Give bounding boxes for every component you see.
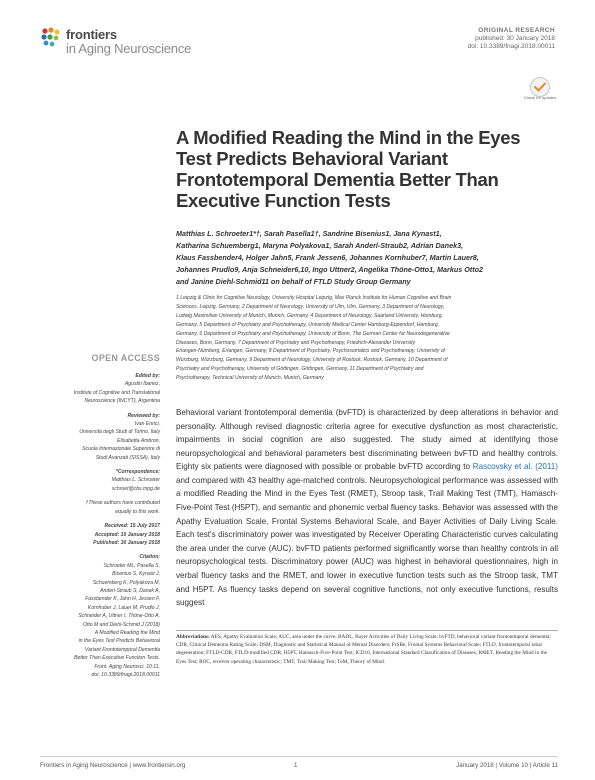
citation-line: Otto M and Diehl-Schmid J (2018) [82,621,160,628]
abstract-text: and compared with 43 healthy age-matched controls. Neuropsychological performance was assessed with a modified Reading the Mind in the Eyes Test (RMET), Stroop task, Trail Making Test (TMT), Hamasch-Five-Point Test (H5PT), and semantic and phonemic verbal fluency tasks. Behavior was assessed with the Apathy Evaluation Scale, Frontal Systems Behavioral Scale, and Bayer Activities of Daily Living Scale. Each test's discriminatory power was investigated by Receiver Operating Characteristic curves calculating the area under the curve (AUC). bvFTD patients performed significantly worse than healthy controls in all neuropsychological tests. Discriminatory power (AUC) was highest in behavioral questionnaires, high in verbal fluency tasks and the RMET, and lower in executive function tests such as the Stroop task, TMT and H5PT. As fluency tasks depend on several cognitive functions, not only executive functions, results suggest [176,475,558,608]
page-number: 1 [294,762,298,769]
frontiers-logo-icon [40,26,62,50]
published-date-sidebar: Published: 30 January 2018 [93,539,160,546]
footnote-text: AES, Apathy Evaluation Scale; AUC, area under the curve; BADL, Bayer Activities of Daily Living Scale; bvFTD, behavioral variant frontotemporal dementia; CDR, Clinical Dementia Rating Scale; DSM, Diagnostic and Statistical Manual of Mental Disorders; FrSBe, Frontal Systems Behavioral Scale; FTLD, frontotemporal lobar degeneration; FTLD-CDR, FTLD-modified CDR; H5PT, Hamasch-Five-Point Test; ICD10, International Standard Classification of Diseases; RMET, Reading the Mind in the Eyes Test; ROC, receiver operating characteristic; TMT, Trail Making Test; ToM, Theory of Mind. [176,634,551,665]
author-line: Katharina Schuemberg1, Maryna Polyakova1, Sarah Anderl-Straub2, Adrian Danek3, [176,241,464,251]
check-for-updates-icon[interactable] [527,76,553,106]
accepted-date: Accepted: 10 January 2018 [94,531,160,538]
editor-line: Institute of Cognitive and Translational [73,389,160,396]
citation-line: Kornhuber J, Lauer M, Prudlo J, [87,604,160,611]
affiliation-line: Sciences, Leipzig, Germany, 2 Department of Neurology, University of Ulm, Ulm, Germany, 3 Department of Neurology, [176,303,445,310]
abstract-text: Behavioral variant frontotemporal dementia (bvFTD) is characterized by deep alterations in behavior and personality. Although revised diagnostic criteria agree for executive dysfunction as most characteristic, impairments in social cognition are also suggested. The study aimed at identifying those neuropsychological and behavioral parameters best discriminating between bvFTD and healthy controls. Eighty six patients were diagnosed with possible or probable bvFTD according to [176,408,558,472]
abstract [176,406,558,610]
author-line: Klaus Fassbender4, Holger Jahn5, Frank Jessen6, Johannes Kornhuber7, Martin Lauer8, [176,253,479,263]
citation-line: Schroeter ML, Pasella S, [103,562,160,569]
open-access-label: OPEN ACCESS [91,353,160,363]
affiliation-line: Germany, 6 Department of Psychiatry and Psychotherapy, University of Bonn, The German Center for Neurodegenerative [176,330,450,337]
citation-line: A Modified Reading the Mind [94,629,160,636]
reviewer-line: Studi Avanzati (SISSA), Italy [95,454,160,461]
citation-link[interactable]: Rascovsky et al. (2011) [472,462,559,472]
article-meta [468,27,555,51]
footnote-label: Abbreviations: [176,634,210,640]
footer-issue-info: January 2018 | Volume 10 | Article 11 [456,762,558,769]
citation-line[interactable]: doi: 10.3389/fnagi.2018.00011 [91,672,160,678]
affiliation-line: Ludwig Maximilian University of Munich, Munich, Germany, 4 Department of Neurology, Saarland University, Homburg, [176,312,443,319]
citation-label: Citation: [139,554,160,561]
abbreviations-footnote [176,633,558,666]
equal-contribution-note: †These authors have contributed [85,500,160,507]
reviewed-by-label: Reviewed by: [127,412,160,419]
correspondence-label: *Correspondence: [115,469,160,476]
author-line: Matthias L. Schroeter1*†, Sarah Pasella1†, Sandrine Bisenius1, Jana Kynast1, [176,229,442,238]
reviewer-line: Scuola Internazionale Superiore di [82,446,160,453]
published-date: published: 30 January 2018 [475,35,555,42]
citation-line: Better Than Executive Function Tests. [74,655,160,662]
correspondence-name: Matthias L. Schroeter [111,477,160,484]
reviewer-line: Ivan Enrici, [134,421,160,428]
editor-line: Agustin Ibanez, [124,381,160,388]
affiliations [176,294,558,383]
author-line: and Janine Diehl-Schmid11 on behalf of FTLD Study Group Germany [176,277,411,287]
equal-contribution-note: equally to this work. [115,508,160,515]
reviewer-line: Università degli Studi di Torino, Italy [79,429,160,436]
footer-divider [40,756,558,757]
affiliation-line: Würzburg, Würzburg, Germany, 9 Department of Neurology, University of Rostock, Rostock, Germany, 10 Department of [176,357,448,364]
correspondence-email[interactable]: schroet@cbs.mpg.de [111,485,160,492]
edited-by-label: Edited by: [135,373,160,379]
citation-line: Bisenius S, Kynast J, [112,571,160,578]
journal-name: in Aging Neuroscience [66,41,192,56]
footer-journal-link[interactable]: Frontiers in Aging Neuroscience | www.frontiersin.org [40,762,186,769]
editor-line: Neuroscience (INCYT), Argentina [84,398,160,405]
citation-line: Schneider A, Uttner I, Thöne-Otto A, [78,613,160,620]
article-type: ORIGINAL RESEARCH [478,27,555,34]
author-line: Johannes Prudlo9, Anja Schneider6,10, Ingo Uttner2, Angelika Thöne-Otto1, Markus Otto2 [176,265,483,275]
affiliation-line: Erlangen-Nürnberg, Erlangen, Germany, 8 Department of Psychiatry, Psychosomatics and Psychotherapy, University of [176,348,445,355]
article-doi[interactable]: doi: 10.3389/fnagi.2018.00011 [467,43,555,50]
article-title: A Modified Reading the Mind in the Eyes Test Predicts Behavioral Variant Frontotemporal Dementia Better Than Executive Function Tests [176,127,521,211]
affiliation-line: Psychotherapy, Technical University of Munich, Munich, Germany [176,375,324,382]
check-for-updates-label: Check for updates [523,95,557,100]
citation-line: Schuemberg K, Polyakova M, [92,579,160,586]
citation-line: Variant Frontotemporal Dementia [84,646,160,653]
journal-brand: frontiers [66,27,117,42]
citation-line: in the Eyes Test Predicts Behavioral [78,638,160,645]
affiliation-line: Germany, 5 Department of Psychiatry and Psychotherapy, University Medical Center Hamburg-Eppendorf, Hamburg, [176,321,440,328]
footnote-divider [176,630,558,631]
affiliation-line: Psychiatry and Psychotherapy, University of Göttingen, Göttingen, Germany, 11 Department of Psychiatry and [176,366,424,373]
citation-line: Front. Aging Neurosci. 10:11. [94,663,160,670]
author-list [176,228,558,288]
reviewer-line: Elisabetta Ambron, [117,437,160,444]
affiliation-line: Diseases, Bonn, Germany, 7 Department of Psychiatry and Psychotherapy, Friedrich-Alexander University [176,339,416,346]
received-date: Received: 15 July 2017 [104,523,160,530]
affiliation-line: 1 Leipzig & Clinic for Cognitive Neurology, University Hospital Leipzig, Max Planck Institute for Human Cognitive and Brain [176,295,452,301]
citation-line: Fassbender K, Jahn H, Jessen F, [85,596,160,603]
article-sidebar [40,372,160,679]
citation-line: Anderl-Straub S, Danek A, [100,587,160,594]
